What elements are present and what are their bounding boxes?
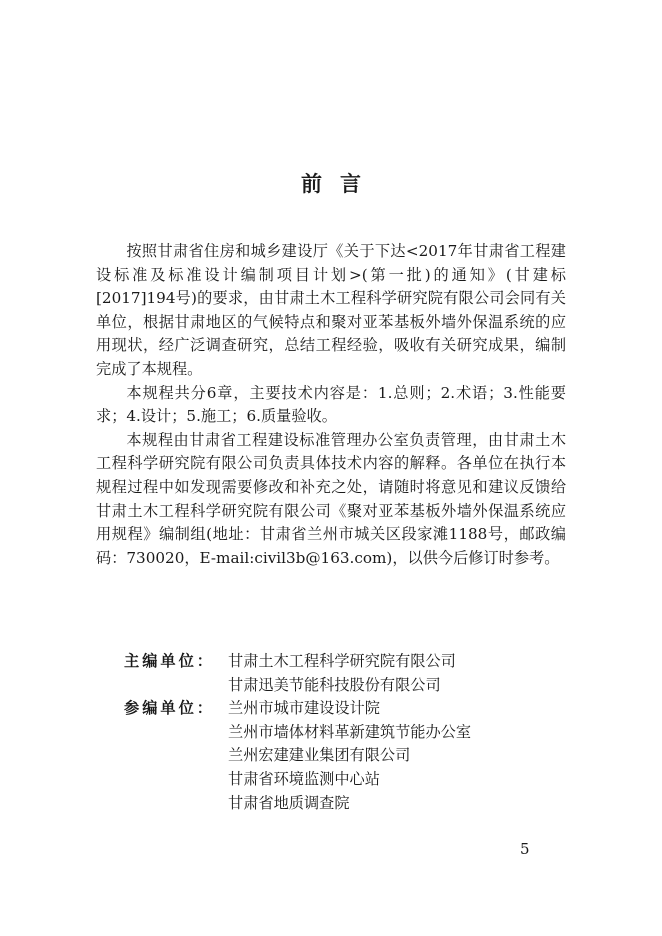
participating-editor-unit: 兰州宏建建业集团有限公司 [228, 746, 411, 765]
paragraph-contents: 本规程共分6章，主要技术内容是：1.总则；2.术语；3.性能要求；4.设计；5.施工；6.质量验收。 [96, 383, 566, 426]
chief-editors-group [124, 650, 564, 697]
paragraph-basis: 按照甘肃省住房和城乡建设厅《关于下达<2017年甘肃省工程建设标准及标准设计编制项目计划>(第一批)的通知》(甘建标[2017]194号)的要求，由甘肃土木工程科学研究院有限公司会同有关单位，根据甘肃地区的气候特点和聚对亚苯基板外墙外保温系统的应用现状，经广泛调查研究，总结工程经验，吸收有关研究成果，编制完成了本规程。 [96, 242, 566, 378]
chief-editor-unit: 甘肃土木工程科学研究院有限公司 [228, 652, 456, 670]
credits-section [124, 650, 564, 815]
participating-editor-unit: 甘肃省环境监测中心站 [228, 769, 380, 788]
preface-body [96, 240, 566, 570]
chief-editors-list [228, 650, 456, 697]
page-title: 前言 [301, 172, 379, 196]
participating-editor-unit: 甘肃省地质调查院 [228, 793, 350, 812]
page-number: 5 [520, 840, 530, 858]
paragraph-management: 本规程由甘肃省工程建设标准管理办公室负责管理，由甘肃土木工程科学研究院有限公司负责具体技术内容的解释。各单位在执行本规程过程中如发现需要修改和补充之处，请随时将意见和建议反馈给甘肃土木工程科学研究院有限公司《聚对亚苯基板外墙外保温系统应用规程》编制组(地址：甘肃省兰州市城关区段家滩1188号，邮政编码：730020，E-mail:civil3b@163.com)，以供今后修订时参考。 [96, 430, 566, 567]
participating-editors-group [124, 697, 564, 815]
participating-editor-unit: 兰州市城市建设设计院 [228, 699, 380, 718]
participating-editor-unit: 兰州市墙体材料革新建筑节能办公室 [228, 722, 471, 741]
chief-editors-label: 主编单位： [124, 652, 215, 670]
participating-editors-label: 参编单位： [124, 699, 215, 718]
chief-editor-unit: 甘肃迅美节能科技股份有限公司 [228, 675, 441, 694]
participating-editors-list [228, 697, 471, 815]
